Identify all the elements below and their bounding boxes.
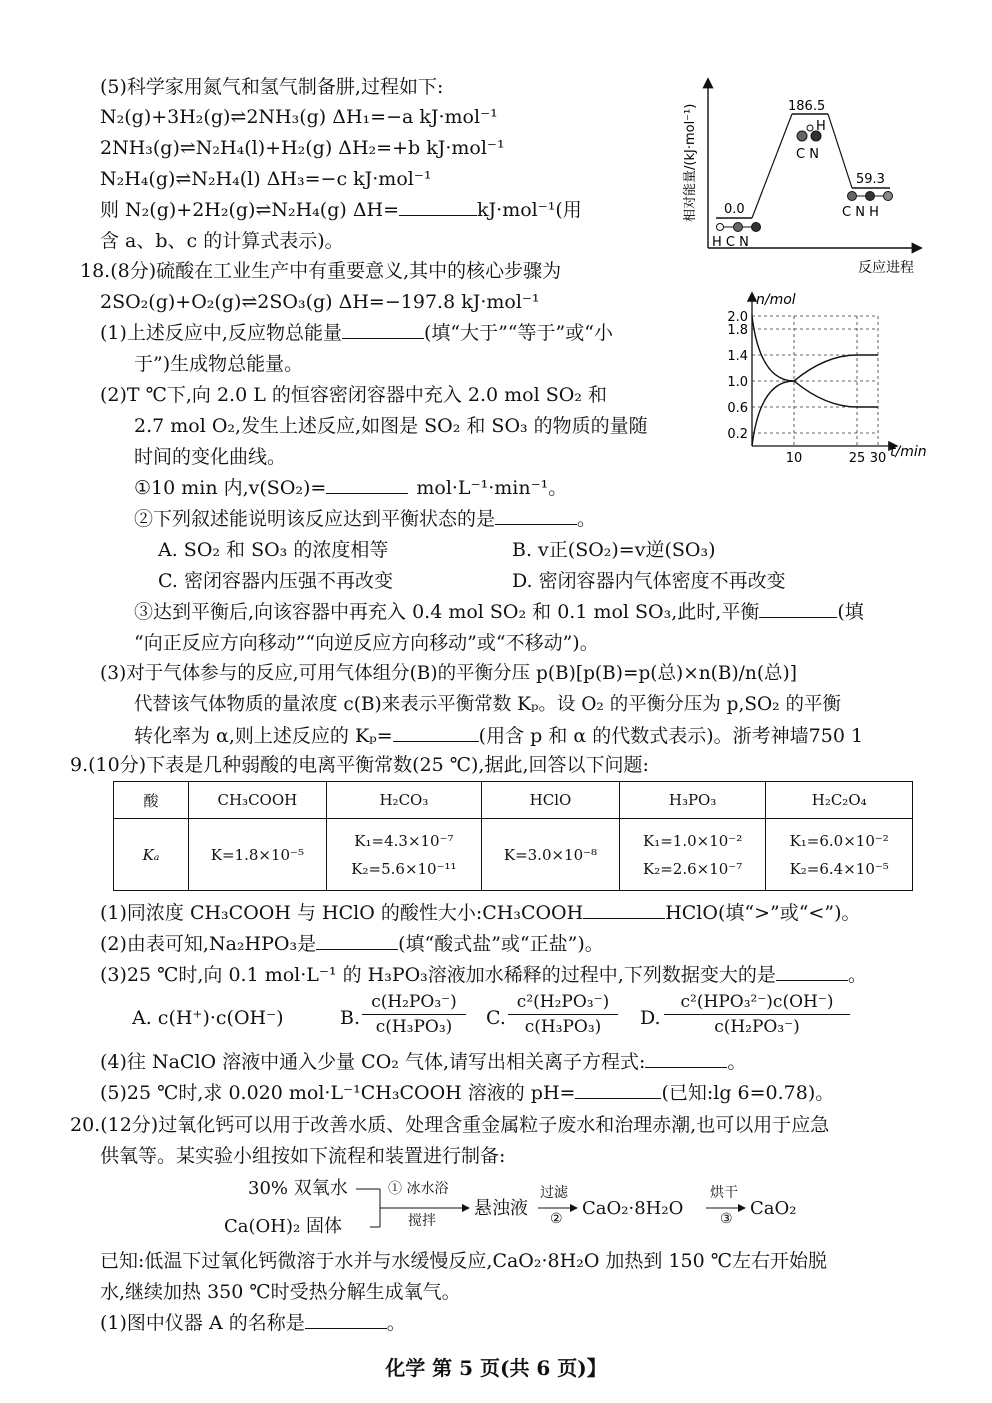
q19-p2-text: (2)由表可知,Na₂HPO₃是 — [100, 933, 317, 955]
flow-step1-sublabel: 搅拌 — [408, 1213, 436, 1229]
q19-option-c-denominator: c(H₃PO₃) — [524, 1017, 602, 1037]
q18-option-c: C. 密闭容器内压强不再改变 — [158, 570, 393, 592]
q19-p4 — [100, 1047, 746, 1077]
q19-p3-option-d-label: D. — [640, 1007, 661, 1029]
q18-sub2-end: 。 — [577, 508, 597, 530]
flow-product-cao2: CaO₂ — [750, 1198, 797, 1219]
series-line-2 — [752, 355, 878, 446]
q17-5-target-text: 则 N₂(g)+2H₂(g)⇌N₂H₄(g) ΔH= — [100, 199, 400, 221]
q20-p1-end: 。 — [386, 1312, 406, 1334]
q18-option-d: D. 密闭容器内气体密度不再改变 — [512, 570, 786, 592]
table-cell-h3po3-k1: K₁=1.0×10⁻² — [643, 831, 743, 850]
q18-p3-blank[interactable] — [393, 721, 479, 742]
chart-x-label: t/min — [890, 444, 927, 460]
flow-step2-sublabel: ② — [550, 1211, 563, 1227]
table-header-row — [114, 782, 913, 819]
energy-value-2: 59.3 — [856, 172, 885, 187]
table-cell-h2c2o4-k1: K₁=6.0×10⁻² — [789, 831, 889, 850]
q18-sub2-blank[interactable] — [495, 504, 577, 525]
chart-y-label: n/mol — [756, 292, 796, 308]
q20-title: 20.(12分)过氧化钙可以用于改善水质、处理含重金属粒子废水和治理赤潮,也可以用于应急 — [70, 1114, 830, 1136]
q17-5-unit: kJ·mol⁻¹(用 — [477, 199, 582, 221]
q19-p1 — [100, 898, 860, 928]
table-header-acid: 酸 — [114, 782, 189, 819]
q19-p1-blank[interactable] — [583, 898, 665, 919]
x-tick-label: 25 — [848, 451, 866, 466]
y-tick-label: 0.6 — [727, 401, 748, 416]
page-footer: 化学 第 5 页(共 6 页)】 — [385, 1356, 607, 1380]
flow-product-hydrate: CaO₂·8H₂O — [582, 1198, 684, 1219]
table-cell-hclo: K=3.0×10⁻⁸ — [482, 819, 620, 891]
q18-p1-hint: (填“大于”“等于”或“小 — [423, 322, 613, 344]
q19-p3-blank[interactable] — [776, 960, 848, 981]
y-tick-label: 1.8 — [727, 323, 748, 338]
q18-option-a: A. SO₂ 和 SO₃ 的浓度相等 — [158, 539, 389, 561]
amount-time-chart — [710, 288, 940, 470]
q19-p3-option-d-fraction — [664, 990, 850, 1039]
x-tick-label: 30 — [869, 451, 887, 466]
q18-sub3-text: ③达到平衡后,向该容器中再充入 0.4 mol SO₂ 和 0.1 mol SO₃,此时,平衡 — [134, 601, 760, 623]
q18-p3-text: 转化率为 α,则上述反应的 Kₚ= — [134, 725, 393, 747]
q17-5-eq2: 2NH₃(g)⇌N₂H₄(l)+H₂(g) ΔH₂=+b kJ·mol⁻¹ — [100, 137, 505, 159]
table-row — [114, 819, 913, 891]
q19-p5 — [100, 1078, 834, 1108]
table-header-ch3cooh: CH₃COOH — [189, 782, 327, 819]
table-cell-h3po3 — [619, 819, 766, 891]
q18-p2-line3: 时间的变化曲线。 — [134, 446, 287, 468]
table-cell-h2c2o4 — [766, 819, 913, 891]
q19-option-d-denominator: c(H₂PO₃⁻) — [714, 1017, 800, 1037]
flow-step3-sublabel: ③ — [720, 1211, 733, 1227]
q19-option-d-numerator: c²(HPO₃²⁻)c(OH⁻) — [664, 990, 850, 1015]
flow-step3-label: 烘干 — [710, 1185, 738, 1201]
table-cell-h2co3-k2: K₂=5.6×10⁻¹¹ — [351, 859, 457, 878]
q19-p3 — [100, 960, 867, 990]
y-tick-label: 1.4 — [727, 349, 748, 364]
table-cell-h2co3 — [326, 819, 481, 891]
q18-p3-line2: 代替该气体物质的量浓度 c(B)来表示平衡常数 Kₚ。设 O₂ 的平衡分压为 p,SO₂ 的平衡 — [134, 694, 841, 715]
table-header-h2c2o4: H₂C₂O₄ — [766, 782, 913, 819]
q19-p1-text: (1)同浓度 CH₃COOH 与 HClO 的酸性大小:CH₃COOH — [100, 902, 584, 924]
q18-sub1-text: ①10 min 内,v(SO₂)= — [134, 477, 327, 499]
q18-p1-blank[interactable] — [342, 318, 424, 339]
energy-y-label: 相对能量/(kJ·mol⁻¹) — [683, 103, 698, 222]
q19-p3-text: (3)25 ℃时,向 0.1 mol·L⁻¹ 的 H₃PO₃溶液加水稀释的过程中,下列数据变大的是 — [100, 964, 776, 986]
q19-p4-blank[interactable] — [645, 1047, 727, 1068]
q18-option-b: B. v正(SO₂)=v逆(SO₃) — [512, 539, 716, 561]
q17-5-eq1: N₂(g)+3H₂(g)⇌2NH₃(g) ΔH₁=−a kJ·mol⁻¹ — [100, 106, 498, 128]
series-line-1 — [752, 316, 878, 407]
q18-p3-line1: (3)对于气体参与的反应,可用气体组分(B)的平衡分压 p(B)[p(B)=p(总)×n(B)/n(总)] — [100, 663, 797, 684]
q18-p1-text: (1)上述反应中,反应物总能量 — [100, 322, 342, 344]
q20-p1 — [100, 1308, 406, 1338]
q19-p3-option-b-label: B. — [340, 1007, 361, 1029]
q19-p3-option-a: A. c(H⁺)·c(OH⁻) — [132, 1007, 284, 1029]
q18-p2-line1: (2)T ℃下,向 2.0 L 的恒容密闭容器中充入 2.0 mol SO₂ 和 — [100, 384, 607, 406]
q19-p5-text: (5)25 ℃时,求 0.020 mol·L⁻¹CH₃COOH 溶液的 pH= — [100, 1082, 576, 1104]
q18-sub3-hint: (填 — [837, 601, 864, 623]
q19-p3-option-b-fraction — [362, 990, 466, 1039]
flow-step2-label: 过滤 — [540, 1185, 568, 1201]
q18-sub1 — [134, 473, 567, 503]
table-cell-h3po3-k2: K₂=2.6×10⁻⁷ — [643, 859, 743, 878]
q18-sub3-blank[interactable] — [759, 597, 837, 618]
q18-sub3-cont: “向正反应方向移动”“向逆反应方向移动”或“不移动”)。 — [134, 632, 599, 654]
y-tick-label: 2.0 — [727, 310, 748, 325]
q18-p3-line3 — [134, 721, 863, 751]
energy-species-0: H C N — [712, 235, 749, 250]
q19-title: 9.(10分)下表是几种弱酸的电离平衡常数(25 ℃),据此,回答以下问题: — [70, 754, 649, 776]
y-tick-label: 0.2 — [727, 427, 748, 442]
q20-line2: 供氧等。某实验小组按如下流程和装置进行制备: — [100, 1145, 506, 1167]
q19-p4-text: (4)往 NaClO 溶液中通入少量 CO₂ 气体,请写出相关离子方程式: — [100, 1051, 646, 1073]
table-cell-h2co3-k1: K₁=4.3×10⁻⁷ — [354, 831, 454, 850]
table-header-hclo: HClO — [482, 782, 620, 819]
q19-p3-option-c-fraction — [508, 990, 618, 1039]
q17-5-line1: (5)科学家用氮气和氢气制备肼,过程如下: — [100, 76, 444, 98]
table-header-h3po3: H₃PO₃ — [619, 782, 766, 819]
q19-p2 — [100, 929, 604, 959]
energy-profile-diagram — [680, 72, 930, 282]
flow-suspension: 悬浊液 — [474, 1198, 528, 1219]
table-cell-ch3cooh: K=1.8×10⁻⁵ — [189, 819, 327, 891]
q18-title: 18.(8分)硫酸在工业生产中有重要意义,其中的核心步骤为 — [80, 260, 562, 282]
table-cell-h2c2o4-k2: K₂=6.4×10⁻⁵ — [789, 859, 889, 878]
q18-sub3 — [134, 597, 864, 627]
q17-5-eq3: N₂H₄(g)⇌N₂H₄(l) ΔH₃=−c kJ·mol⁻¹ — [100, 168, 432, 190]
q20-known-line2: 水,继续加热 350 ℃时受热分解生成氧气。 — [100, 1281, 461, 1303]
q19-p2-blank[interactable] — [316, 929, 398, 950]
energy-value-0: 0.0 — [724, 202, 745, 217]
q17-5-target-eq — [100, 195, 582, 225]
q19-p1-hint: HClO(填“>”或“<”)。 — [665, 902, 861, 924]
q18-p3-hint: (用含 p 和 α 的代数式表示)。浙考神墙750 1 — [478, 725, 864, 747]
q17-5-answer-blank[interactable] — [399, 195, 477, 216]
q18-sub1-blank[interactable] — [326, 473, 408, 494]
preparation-flow-diagram — [220, 1172, 820, 1244]
q18-p1 — [100, 318, 613, 348]
energy-value-1: 186.5 — [788, 99, 826, 114]
flow-input-caoh2: Ca(OH)₂ 固体 — [224, 1216, 342, 1237]
flow-step1-label: ① 冰水浴 — [388, 1181, 449, 1197]
q19-p5-blank[interactable] — [575, 1078, 661, 1099]
q19-p2-hint: (填“酸式盐”或“正盐”)。 — [398, 933, 604, 955]
q17-5-line6: 含 a、b、c 的计算式表示)。 — [100, 230, 344, 252]
flow-input-peroxide: 30% 双氧水 — [248, 1178, 348, 1199]
q19-p5-hint: (已知:lg 6=0.78)。 — [661, 1082, 835, 1104]
q19-option-b-denominator: c(H₃PO₃) — [375, 1017, 453, 1037]
q19-p4-end: 。 — [727, 1051, 747, 1073]
q18-sub2-text: ②下列叙述能说明该反应达到平衡状态的是 — [134, 508, 496, 530]
q19-p3-end: 。 — [847, 964, 867, 986]
q19-option-c-numerator: c²(H₂PO₃⁻) — [508, 990, 618, 1015]
energy-species-1-top: H — [816, 119, 826, 134]
table-header-h2co3: H₂CO₃ — [326, 782, 481, 819]
q20-p1-blank[interactable] — [305, 1308, 387, 1329]
q18-sub2 — [134, 504, 596, 534]
q19-option-b-numerator: c(H₂PO₃⁻) — [362, 990, 466, 1015]
q18-sub1-unit: mol·L⁻¹·min⁻¹。 — [416, 477, 568, 499]
q18-reaction: 2SO₂(g)+O₂(g)⇌2SO₃(g) ΔH=−197.8 kJ·mol⁻¹ — [100, 291, 540, 313]
q20-p1-text: (1)图中仪器 A 的名称是 — [100, 1312, 305, 1334]
table-row-label: Kₐ — [114, 819, 189, 891]
energy-x-label: 反应进程 — [858, 260, 914, 276]
q18-p1-cont: 于”)生成物总能量。 — [134, 353, 304, 375]
energy-species-1-bottom: C N — [796, 147, 819, 162]
q20-known-line1: 已知:低温下过氧化钙微溶于水并与水缓慢反应,CaO₂·8H₂O 加热到 150 ℃左右开始脱 — [100, 1250, 828, 1272]
y-tick-label: 1.0 — [727, 375, 748, 390]
x-tick-label: 10 — [785, 451, 803, 466]
energy-species-2: C N H — [842, 205, 879, 220]
q18-p2-line2: 2.7 mol O₂,发生上述反应,如图是 SO₂ 和 SO₃ 的物质的量随 — [134, 415, 648, 437]
q19-p3-option-c-label: C. — [486, 1007, 506, 1029]
ionization-constant-table — [113, 781, 913, 891]
